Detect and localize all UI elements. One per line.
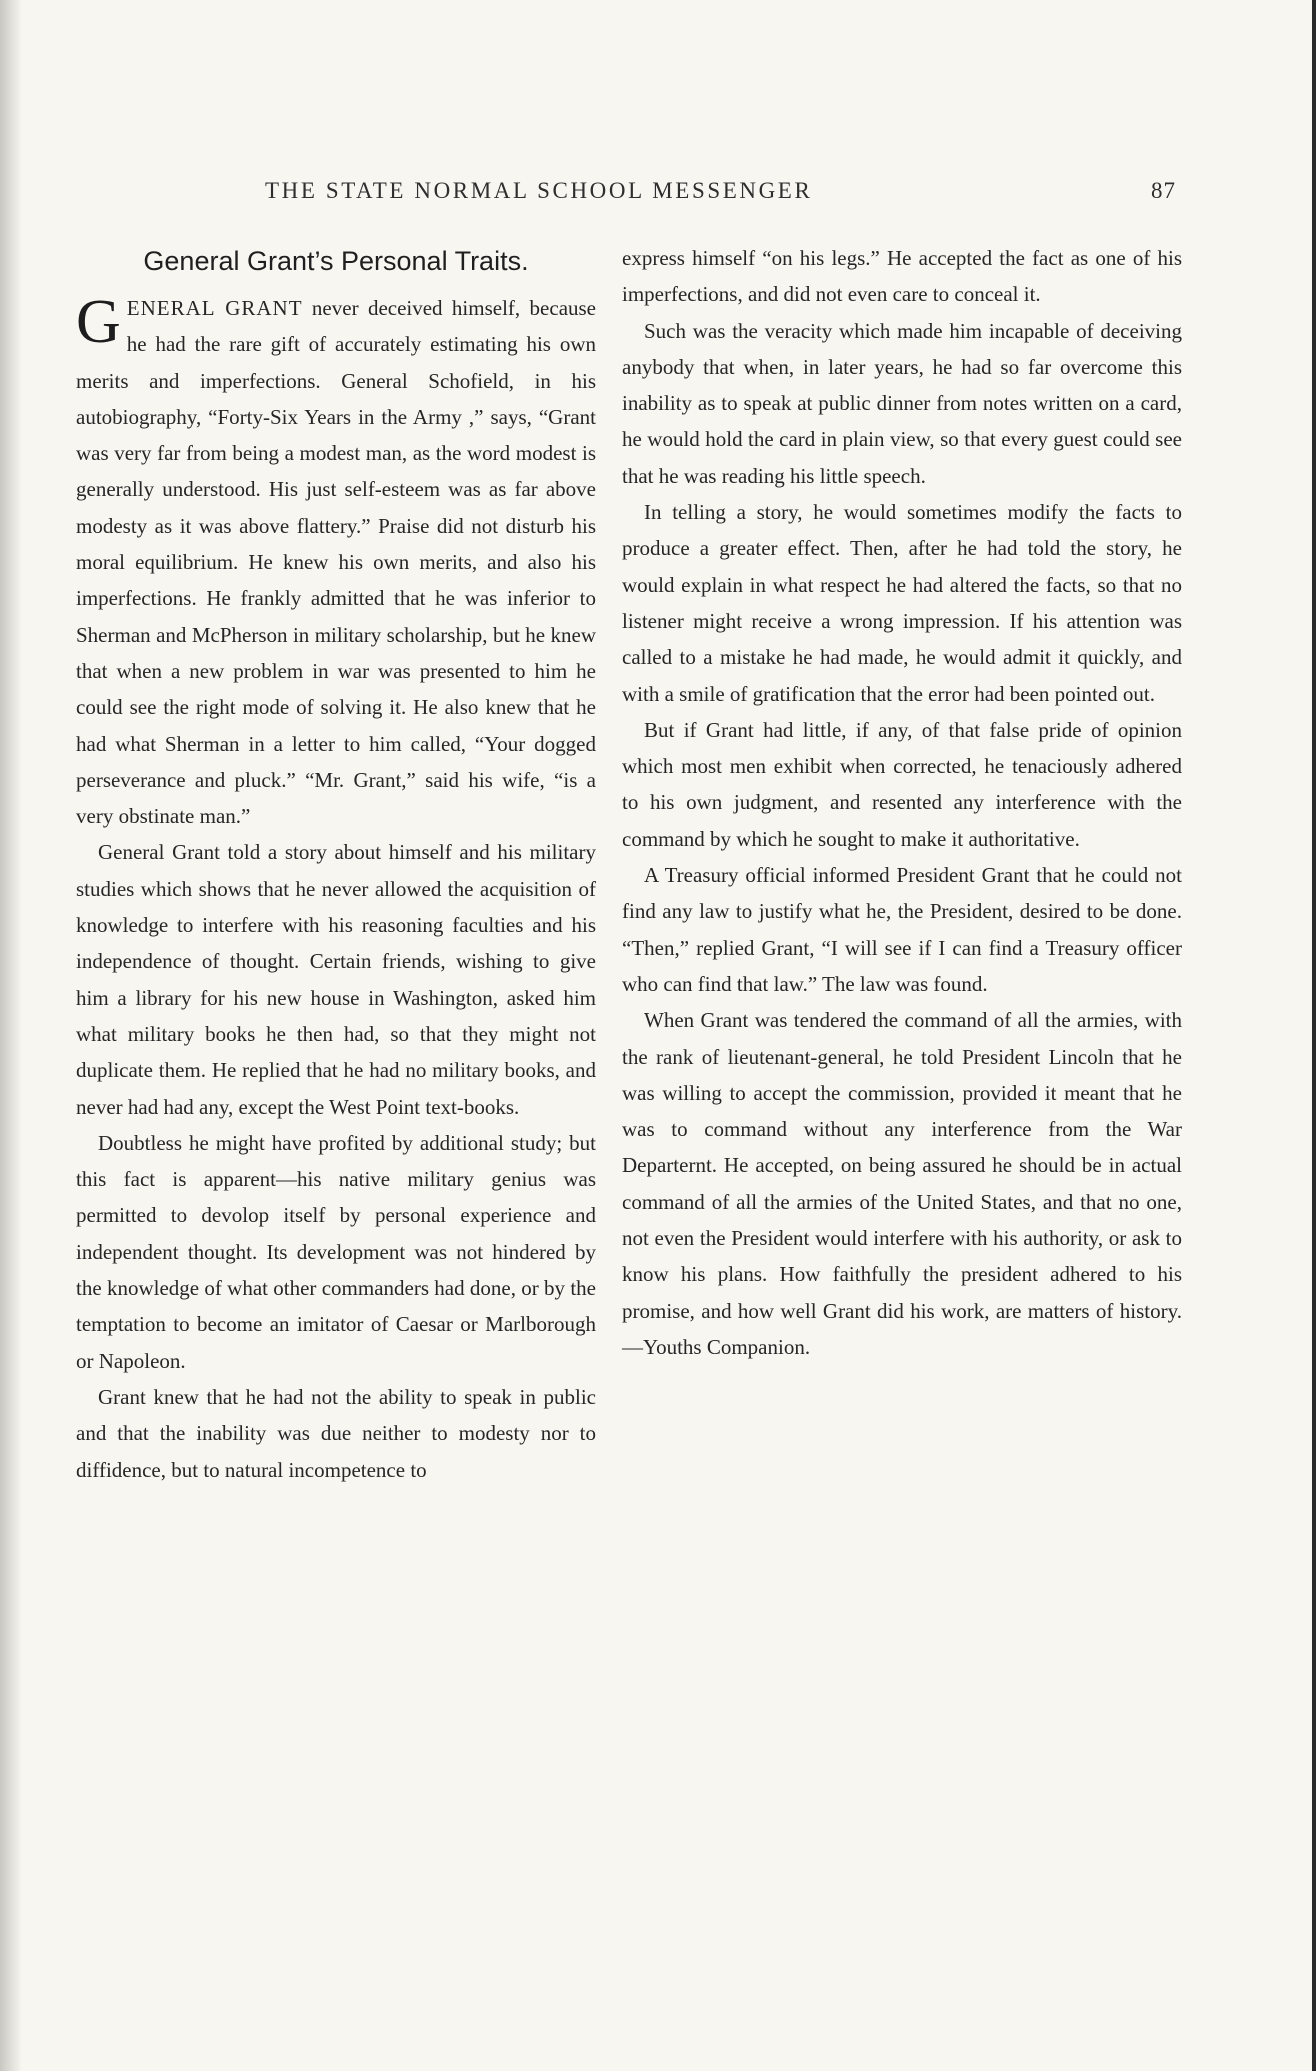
page-edge-shadow: [0, 0, 22, 2071]
paragraph-6: In telling a story, he would sometimes modify the facts to produce a greater effect. Then, after he had told the story, he would explain in what respect he had altered the facts, so that no listener might receive a wrong impression. If his attention was called to a mistake he had made, he would admit it quickly, and with a smile of gratification that the error had been pointed out.: [622, 500, 1182, 706]
paragraph-1-text: never deceived himself, because he had the rare gift of accurately estimating his own merits and imperfections. General Schofield, in his autobiography, “Forty-Six Years in the Army ,” says, “Grant was very far from being a modest man, as the word modest is generally understood. His just self-esteem was as far above modesty as it was above flattery.” Praise did not disturb his moral equilibrium. He knew his own merits, and also his imperfections. He frankly admitted that he was inferior to Sherman and McPherson in military scholarship, but he knew that when a new problem in war was presented to him he could see the right mode of solving it. He also knew that he had what Sherman in a letter to him called, “Your dogged perseverance and pluck.” “Mr. Grant,” said his wife, “is a very obstinate man.”: [76, 296, 597, 829]
left-column: [76, 240, 596, 1488]
paragraph-4-continued: express himself “on his legs.” He accepted the fact as one of his imperfections, and did not even care to conceal it.: [622, 246, 1182, 307]
paragraph-2: General Grant told a story about himself and his military studies which shows that he never allowed the acquisition of knowledge to interfere with his reasoning faculties and his independence of thought. Certain friends, wishing to give him a library for his new house in Washington, asked him what military books he then had, so that they might not duplicate them. He replied that he had no military books, and never had had any, except the West Point text-books.: [76, 840, 596, 1119]
paragraph-7: But if Grant had little, if any, of that false pride of opinion which most men exhibit when corrected, he tenaciously adhered to his own judgment, and resented any interference with the command by which he sought to make it authoritative.: [622, 717, 1182, 851]
paragraph-4: Grant knew that he had not the ability to speak in public and that the inability was due neither to modesty nor to diffidence, but to natural incompetence to: [76, 1384, 596, 1482]
opening-words: ENERAL GRANT: [126, 296, 303, 320]
paragraph-3: Doubtless he might have profited by additional study; but this fact is apparent—his native military genius was permitted to devolop itself by personal experience and independent thought. Its development was not hindered by the knowledge of what other commanders had done, or by the temptation to become an imitator of Caesar or Marlborough or Napoleon.: [76, 1130, 596, 1373]
paragraph-5: Such was the veracity which made him incapable of deceiving anybody that when, in later years, he had so far overcome this inability as to speak at public dinner from notes written on a card, he would hold the card in plain view, so that every guest could see that he was reading his little speech.: [622, 318, 1182, 488]
scan-border: [1312, 0, 1316, 2071]
paragraph-1: [76, 290, 596, 834]
article-title: General Grant’s Personal Traits.: [143, 246, 529, 276]
running-header: [0, 178, 1316, 218]
right-column: [622, 240, 1182, 1365]
paragraph-9: When Grant was tendered the command of all the armies, with the rank of lieutenant-general, he told President Lincoln that he was willing to accept the commission, provided it meant that he was to command without any interference from the War Departernt. He accepted, on being assured he should be in actual command of all the armies of the United States, and that no one, not even the President would interfere with his authority, or ask to know his plans. How faithfully the president adhered to his promise, and how well Grant did his work, are matters of history.—Youths Companion.: [622, 1008, 1182, 1359]
page-number: 87: [1151, 178, 1176, 203]
drop-cap: G: [76, 288, 121, 356]
paragraph-8: A Treasury official informed President Grant that he could not find any law to justify what he, the President, desired to be done. “Then,” replied Grant, “I will see if I can find a Treasury officer who can find that law.” The law was found.: [622, 863, 1182, 996]
journal-title: THE STATE NORMAL SCHOOL MESSENGER: [265, 178, 813, 203]
